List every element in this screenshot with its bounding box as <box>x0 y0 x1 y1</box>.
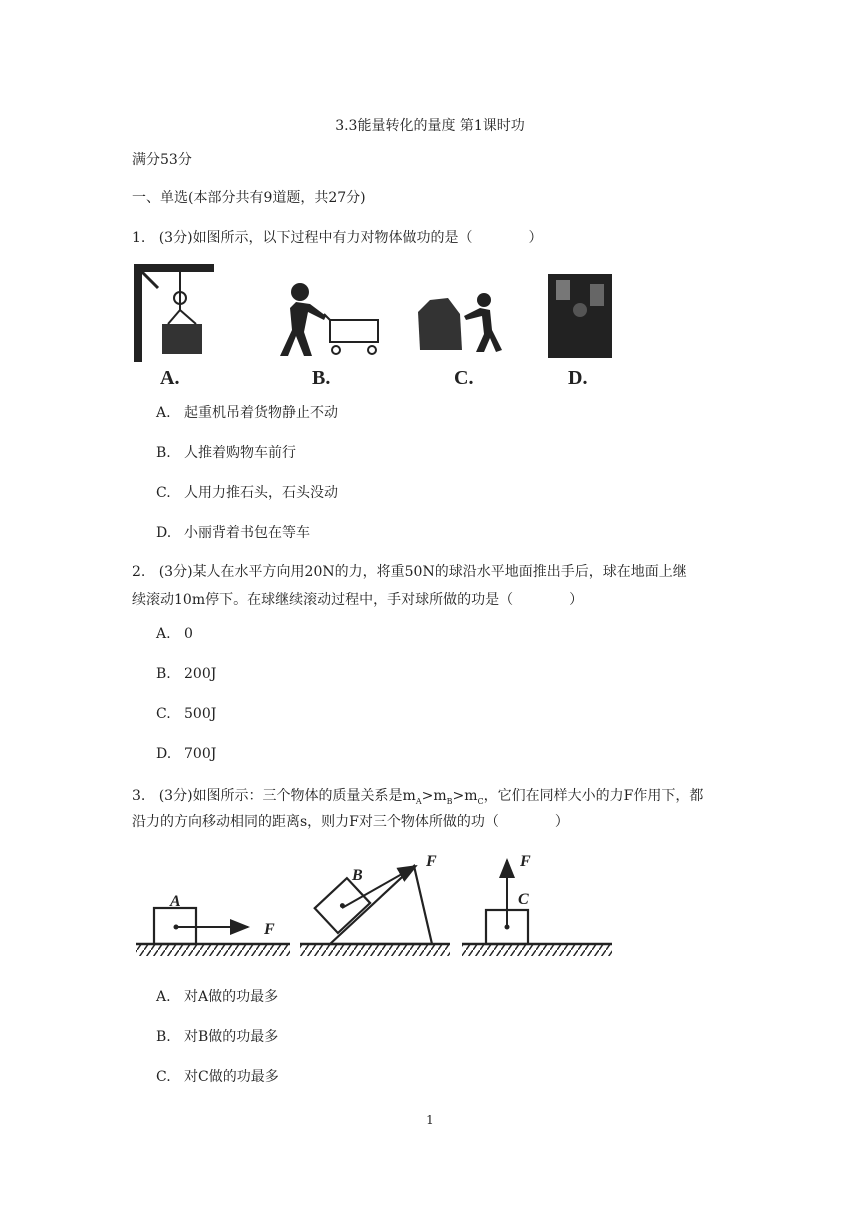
option-row <box>156 1027 278 1047</box>
option-row <box>156 664 216 684</box>
option-key: C. <box>156 485 171 501</box>
figure-label-b: B. <box>312 367 331 389</box>
block-c-diagram <box>462 853 612 956</box>
person-pushing-cart-image <box>280 283 378 356</box>
question-1-stem <box>132 228 543 248</box>
question-3-figure <box>130 850 620 974</box>
question-3-stem-continued: 沿力的方向移动相同的距离s，则力F对三个物体所做的功（ ） <box>132 814 569 830</box>
option-text: 对C做的功最多 <box>184 1069 279 1085</box>
option-text: 对A做的功最多 <box>184 989 279 1005</box>
figure-label-c: C. <box>454 367 474 389</box>
option-key: A. <box>156 405 171 421</box>
question-number: 1. <box>132 230 146 246</box>
person-pushing-rock-image <box>418 293 502 352</box>
option-row <box>156 1067 279 1087</box>
option-text: 起重机吊着货物静止不动 <box>184 405 338 421</box>
question-text: 如图所示，以下过程中有力对物体做功的是（ ） <box>192 230 543 246</box>
question-1-figure <box>128 258 628 390</box>
option-text: 0 <box>184 626 193 642</box>
option-key: C. <box>156 706 171 722</box>
question-number: 3. <box>132 788 146 804</box>
question-score: (3分) <box>158 788 193 804</box>
option-key: A. <box>156 989 171 1005</box>
option-row <box>156 443 296 463</box>
question-text: 如图所示：三个物体的质量关系是m <box>192 788 416 804</box>
figure-label-a: A. <box>160 367 180 389</box>
page-title: 3.3能量转化的量度 第1课时功 <box>335 118 525 134</box>
question-score: (3分) <box>158 230 193 246</box>
label-force: F <box>520 853 531 870</box>
label-a: A <box>170 893 181 910</box>
page-number: 1 <box>426 1113 434 1127</box>
full-score: 满分53分 <box>132 152 192 168</box>
question-2-stem-continued: 续滚动10m停下。在球继续滚动过程中，手对球所做的功是（ ） <box>132 592 584 608</box>
option-key: B. <box>156 666 171 682</box>
option-text: 小丽背着书包在等车 <box>184 525 310 541</box>
label-force: F <box>426 853 437 870</box>
option-row <box>156 403 338 423</box>
greater-than: >m <box>452 788 478 804</box>
label-c: C <box>518 891 529 908</box>
option-key: C. <box>156 1069 171 1085</box>
option-key: B. <box>156 445 171 461</box>
option-text: 500J <box>184 706 217 722</box>
option-key: B. <box>156 1029 171 1045</box>
option-row <box>156 523 310 543</box>
question-2-stem <box>132 562 687 582</box>
option-row <box>156 483 338 503</box>
option-row <box>156 624 193 644</box>
girl-with-backpack-image <box>548 274 612 358</box>
option-text: 700J <box>184 746 217 762</box>
option-key: D. <box>156 746 172 762</box>
option-key: D. <box>156 525 172 541</box>
option-row <box>156 704 216 724</box>
question-text: 某人在水平方向用20N的力，将重50N的球沿水平地面推出手后，球在地面上继 <box>192 564 687 580</box>
subscript-a: A <box>415 796 422 806</box>
figure-label-d: D. <box>568 367 588 389</box>
option-text: 200J <box>184 666 217 682</box>
label-force: F <box>264 921 275 938</box>
question-number: 2. <box>132 564 146 580</box>
subscript-c: C <box>477 796 484 806</box>
option-text: 对B做的功最多 <box>184 1029 279 1045</box>
option-row <box>156 987 278 1007</box>
section-heading: 一、单选(本部分共有9道题，共27分) <box>132 190 366 206</box>
question-3-stem <box>132 786 703 812</box>
label-b: B <box>352 867 363 884</box>
crane-cargo-image <box>134 264 214 362</box>
block-b-diagram <box>300 853 450 956</box>
greater-than: >m <box>421 788 447 804</box>
option-text: 人推着购物车前行 <box>184 445 296 461</box>
question-score: (3分) <box>158 564 193 580</box>
option-text: 人用力推石头，石头没动 <box>184 485 338 501</box>
block-a-diagram <box>136 893 290 956</box>
option-key: A. <box>156 626 171 642</box>
question-text: ，它们在同样大小的力F作用下，都 <box>483 788 704 804</box>
subscript-b: B <box>446 796 453 806</box>
option-row <box>156 744 216 764</box>
